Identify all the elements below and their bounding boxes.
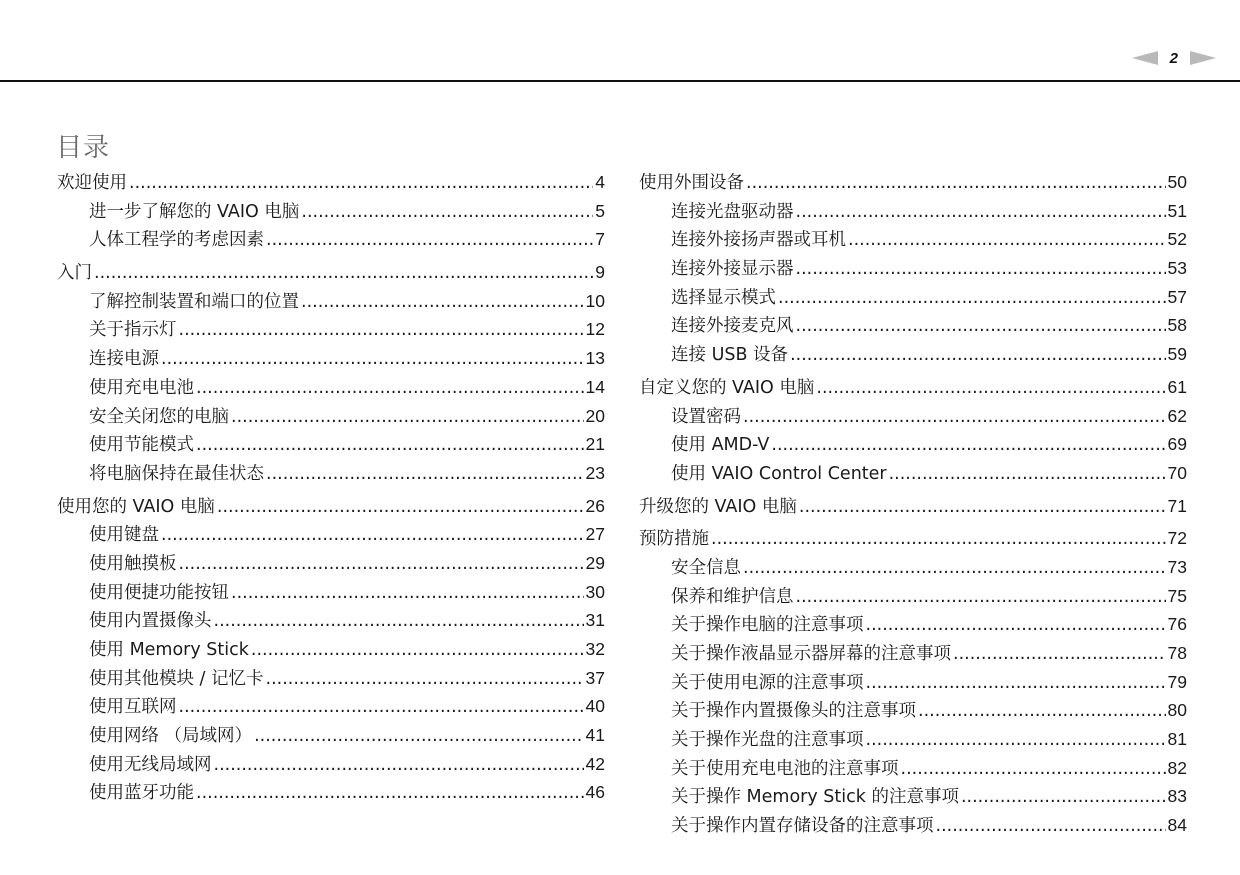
dot-leader <box>796 583 1166 612</box>
toc-subsection-entry[interactable] <box>639 402 1187 431</box>
toc-subsection-entry[interactable] <box>639 696 1187 725</box>
toc-subsection-entry[interactable] <box>57 664 605 693</box>
toc-page-number: 37 <box>585 667 605 688</box>
page-navigation <box>1132 49 1216 67</box>
next-page-arrow-icon[interactable] <box>1190 51 1216 65</box>
toc-entry-title: 预防措施 <box>639 529 709 550</box>
toc-entry-title: 关于操作光盘的注意事项 <box>671 730 864 751</box>
toc-entry-title: 使用 AMD-V <box>671 435 770 456</box>
toc-page-number: 41 <box>585 725 605 746</box>
toc-entry-title: 安全信息 <box>671 557 741 578</box>
dot-leader <box>301 288 584 317</box>
toc-subsection-entry[interactable] <box>639 725 1187 754</box>
toc-entry-title: 了解控制装置和端口的位置 <box>89 291 299 312</box>
toc-subsection-entry[interactable] <box>57 750 605 779</box>
toc-subsection-entry[interactable] <box>639 340 1187 369</box>
toc-entry-title: 连接外接麦克风 <box>671 316 794 337</box>
toc-entry-title: 人体工程学的考虑因素 <box>89 230 264 251</box>
toc-entry-title: 连接外接显示器 <box>671 259 794 280</box>
dot-leader <box>866 669 1166 698</box>
dot-leader <box>901 755 1166 784</box>
toc-entry-title: 欢迎使用 <box>57 173 127 193</box>
toc-entry-title: 使用节能模式 <box>89 435 194 456</box>
dot-leader <box>816 374 1165 403</box>
toc-page-number: 72 <box>1167 528 1187 549</box>
dot-leader <box>179 550 584 579</box>
dot-leader <box>214 751 584 780</box>
toc-page-number: 83 <box>1167 786 1187 807</box>
toc-page-number: 7 <box>595 229 605 250</box>
toc-page-number: 40 <box>585 696 605 717</box>
toc-page-number: 80 <box>1167 700 1187 721</box>
page-header <box>0 0 1240 82</box>
toc-entry-title: 使用其他模块 / 记忆卡 <box>89 668 264 689</box>
dot-leader <box>918 697 1166 726</box>
toc-page-number: 51 <box>1167 200 1187 221</box>
toc-subsection-entry[interactable] <box>57 373 605 402</box>
dot-leader <box>953 640 1166 669</box>
header-divider <box>0 80 1240 82</box>
toc-page-number: 59 <box>1167 344 1187 365</box>
toc-entry-title: 关于指示灯 <box>89 320 177 341</box>
dot-leader <box>266 665 584 694</box>
toc-entry-title: 关于操作内置摄像头的注意事项 <box>671 701 916 722</box>
toc-subsection-entry[interactable] <box>57 692 605 721</box>
toc-page-number: 31 <box>585 610 605 631</box>
toc-entry-title: 连接 USB 设备 <box>671 345 789 366</box>
toc-subsection-entry[interactable] <box>57 549 605 578</box>
dot-leader <box>796 255 1166 284</box>
toc-subsection-entry[interactable] <box>57 197 605 226</box>
dot-leader <box>866 726 1166 755</box>
toc-subsection-entry[interactable] <box>639 197 1187 226</box>
toc-entry-title: 安全关闭您的电脑 <box>89 406 229 427</box>
toc-page-number: 12 <box>585 319 605 340</box>
dot-leader <box>94 259 593 288</box>
toc-subsection-entry[interactable] <box>57 287 605 316</box>
toc-subsection-entry[interactable] <box>57 578 605 607</box>
toc-entry-title: 关于操作电脑的注意事项 <box>671 615 864 636</box>
toc-entry-title: 使用 VAIO Control Center <box>671 463 887 484</box>
toc-entry-title: 升级您的 VAIO 电脑 <box>639 496 797 517</box>
dot-leader <box>251 636 584 665</box>
toc-page-number: 5 <box>595 200 605 221</box>
dot-leader <box>746 169 1166 198</box>
toc-page-number: 52 <box>1167 229 1187 250</box>
toc-entry-title: 使用蓝牙功能 <box>89 783 194 804</box>
toc-section-entry[interactable] <box>639 373 1187 402</box>
toc-entry-title: 使用外围设备 <box>639 173 744 193</box>
dot-leader <box>866 611 1166 640</box>
toc-title: 目录 <box>56 133 111 163</box>
toc-page-number: 84 <box>1167 815 1187 836</box>
toc-subsection-entry[interactable] <box>639 811 1187 840</box>
toc-page-number: 13 <box>585 348 605 369</box>
dot-leader <box>179 693 584 722</box>
page-number: 2 <box>1169 49 1178 67</box>
toc-entry-title: 自定义您的 VAIO 电脑 <box>639 377 815 398</box>
toc-right-column <box>639 168 1187 840</box>
dot-leader <box>961 783 1166 812</box>
toc-page-number: 57 <box>1167 286 1187 307</box>
toc-subsection-entry[interactable] <box>639 668 1187 697</box>
dot-leader <box>231 403 584 432</box>
toc-entry-title: 使用网络 （局域网） <box>89 726 253 747</box>
toc-entry-title: 关于使用充电电池的注意事项 <box>671 758 899 779</box>
toc-page-number: 73 <box>1167 556 1187 577</box>
toc-subsection-entry[interactable] <box>57 402 605 431</box>
dot-leader <box>711 525 1166 554</box>
toc-section-entry[interactable] <box>639 492 1187 521</box>
toc-entry-title: 将电脑保持在最佳状态 <box>89 463 264 484</box>
toc-entry-title: 使用互联网 <box>89 697 177 718</box>
dot-leader <box>790 341 1165 370</box>
toc-page-number: 61 <box>1167 376 1187 397</box>
toc-entry-title: 关于操作液晶显示器屏幕的注意事项 <box>671 644 951 664</box>
toc-subsection-entry[interactable] <box>57 430 605 459</box>
toc-entry-title: 连接外接扬声器或耳机 <box>671 230 846 251</box>
toc-subsection-entry[interactable] <box>639 782 1187 811</box>
toc-entry-title: 使用键盘 <box>89 525 159 546</box>
toc-entry-title: 保养和维护信息 <box>671 586 794 607</box>
toc-page-number: 26 <box>585 495 605 516</box>
toc-subsection-entry[interactable] <box>639 553 1187 582</box>
toc-entry-title: 连接电源 <box>89 349 159 370</box>
toc-entry-title: 关于操作内置存储设备的注意事项 <box>671 816 934 837</box>
dot-leader <box>889 460 1166 489</box>
toc-page-number: 4 <box>595 172 605 192</box>
dot-leader <box>799 493 1166 522</box>
toc-page-number: 50 <box>1167 172 1187 192</box>
toc-section-entry[interactable] <box>639 168 1187 197</box>
toc-page-number: 30 <box>585 581 605 602</box>
toc-entry-title: 使用充电电池 <box>89 377 194 398</box>
dot-leader <box>129 169 593 198</box>
toc-page-number: 42 <box>585 753 605 774</box>
toc-subsection-entry[interactable] <box>57 315 605 344</box>
toc-subsection-entry[interactable] <box>57 459 605 488</box>
dot-leader <box>161 521 584 550</box>
dot-leader <box>848 226 1166 255</box>
toc-section-entry[interactable] <box>639 524 1187 553</box>
dot-leader <box>196 431 584 460</box>
toc-entry-title: 关于使用电源的注意事项 <box>671 672 864 693</box>
dot-leader <box>796 312 1166 341</box>
toc-entry-title: 使用内置摄像头 <box>89 611 212 632</box>
toc-section-entry[interactable] <box>57 492 605 521</box>
toc-subsection-entry[interactable] <box>639 582 1187 611</box>
toc-page-number: 14 <box>585 376 605 397</box>
dot-leader <box>743 403 1166 432</box>
dot-leader <box>179 316 584 345</box>
toc-page-number: 81 <box>1167 729 1187 750</box>
dot-leader <box>796 198 1166 227</box>
toc-page-number: 9 <box>595 262 605 283</box>
toc-page-number: 58 <box>1167 315 1187 336</box>
toc-subsection-entry[interactable] <box>639 311 1187 340</box>
toc-entry-title: 连接光盘驱动器 <box>671 201 794 222</box>
toc-page-number: 82 <box>1167 757 1187 778</box>
toc-page-number: 79 <box>1167 671 1187 692</box>
dot-leader <box>301 198 593 227</box>
toc-entry-title: 入门 <box>57 263 92 284</box>
toc-page-number: 23 <box>585 462 605 483</box>
dot-leader <box>266 226 593 255</box>
toc-subsection-entry[interactable] <box>639 459 1187 488</box>
toc-page-number: 75 <box>1167 585 1187 606</box>
toc-entry-title: 使用触摸板 <box>89 553 177 574</box>
toc-subsection-entry[interactable] <box>639 430 1187 459</box>
toc-page-number: 27 <box>585 524 605 545</box>
toc-subsection-entry[interactable] <box>57 721 605 750</box>
dot-leader <box>266 460 584 489</box>
dot-leader <box>217 493 584 522</box>
toc-entry-title: 使用您的 VAIO 电脑 <box>57 496 215 517</box>
dot-leader <box>743 554 1166 583</box>
toc-entry-title: 使用 Memory Stick <box>89 640 249 660</box>
dot-leader <box>231 579 584 608</box>
toc-subsection-entry[interactable] <box>57 344 605 373</box>
toc-page-number: 76 <box>1167 614 1187 635</box>
toc-entry-title: 使用无线局域网 <box>89 754 212 775</box>
previous-page-arrow-icon[interactable] <box>1132 51 1158 65</box>
dot-leader <box>214 607 584 636</box>
toc-page-number: 70 <box>1167 462 1187 483</box>
toc-entry-title: 进一步了解您的 VAIO 电脑 <box>89 201 300 222</box>
toc-subsection-entry[interactable] <box>57 225 605 254</box>
toc-page-number: 69 <box>1167 434 1187 455</box>
toc-section-entry[interactable] <box>57 168 605 197</box>
toc-page-number: 29 <box>585 552 605 573</box>
dot-leader <box>161 345 584 374</box>
toc-subsection-entry[interactable] <box>639 283 1187 312</box>
toc-subsection-entry[interactable] <box>57 635 605 664</box>
toc-page-number: 32 <box>585 639 605 659</box>
dot-leader <box>196 374 584 403</box>
dot-leader <box>196 779 584 808</box>
toc-subsection-entry[interactable] <box>57 606 605 635</box>
toc-page-number: 71 <box>1167 495 1187 516</box>
dot-leader <box>778 284 1166 313</box>
dot-leader <box>936 812 1166 841</box>
toc-subsection-entry[interactable] <box>57 778 605 807</box>
toc-subsection-entry[interactable] <box>57 520 605 549</box>
toc-subsection-entry[interactable] <box>639 754 1187 783</box>
toc-page-number: 20 <box>585 405 605 426</box>
dot-leader <box>254 722 583 751</box>
toc-subsection-entry[interactable] <box>639 639 1187 668</box>
toc-entry-title: 关于操作 Memory Stick 的注意事项 <box>671 787 959 808</box>
toc-page-number: 10 <box>585 290 605 311</box>
toc-page-number: 78 <box>1167 643 1187 663</box>
toc-entry-title: 使用便捷功能按钮 <box>89 582 229 603</box>
toc-page-number: 53 <box>1167 258 1187 279</box>
toc-page-number: 46 <box>585 782 605 803</box>
toc-entry-title: 选择显示模式 <box>671 287 776 308</box>
dot-leader <box>771 431 1165 460</box>
toc-subsection-entry[interactable] <box>639 610 1187 639</box>
toc-subsection-entry[interactable] <box>639 254 1187 283</box>
toc-subsection-entry[interactable] <box>639 225 1187 254</box>
toc-left-column <box>57 168 605 807</box>
toc-page-number: 62 <box>1167 405 1187 426</box>
toc-page-number: 21 <box>585 434 605 455</box>
toc-section-entry[interactable] <box>57 258 605 287</box>
toc-entry-title: 设置密码 <box>671 406 741 427</box>
